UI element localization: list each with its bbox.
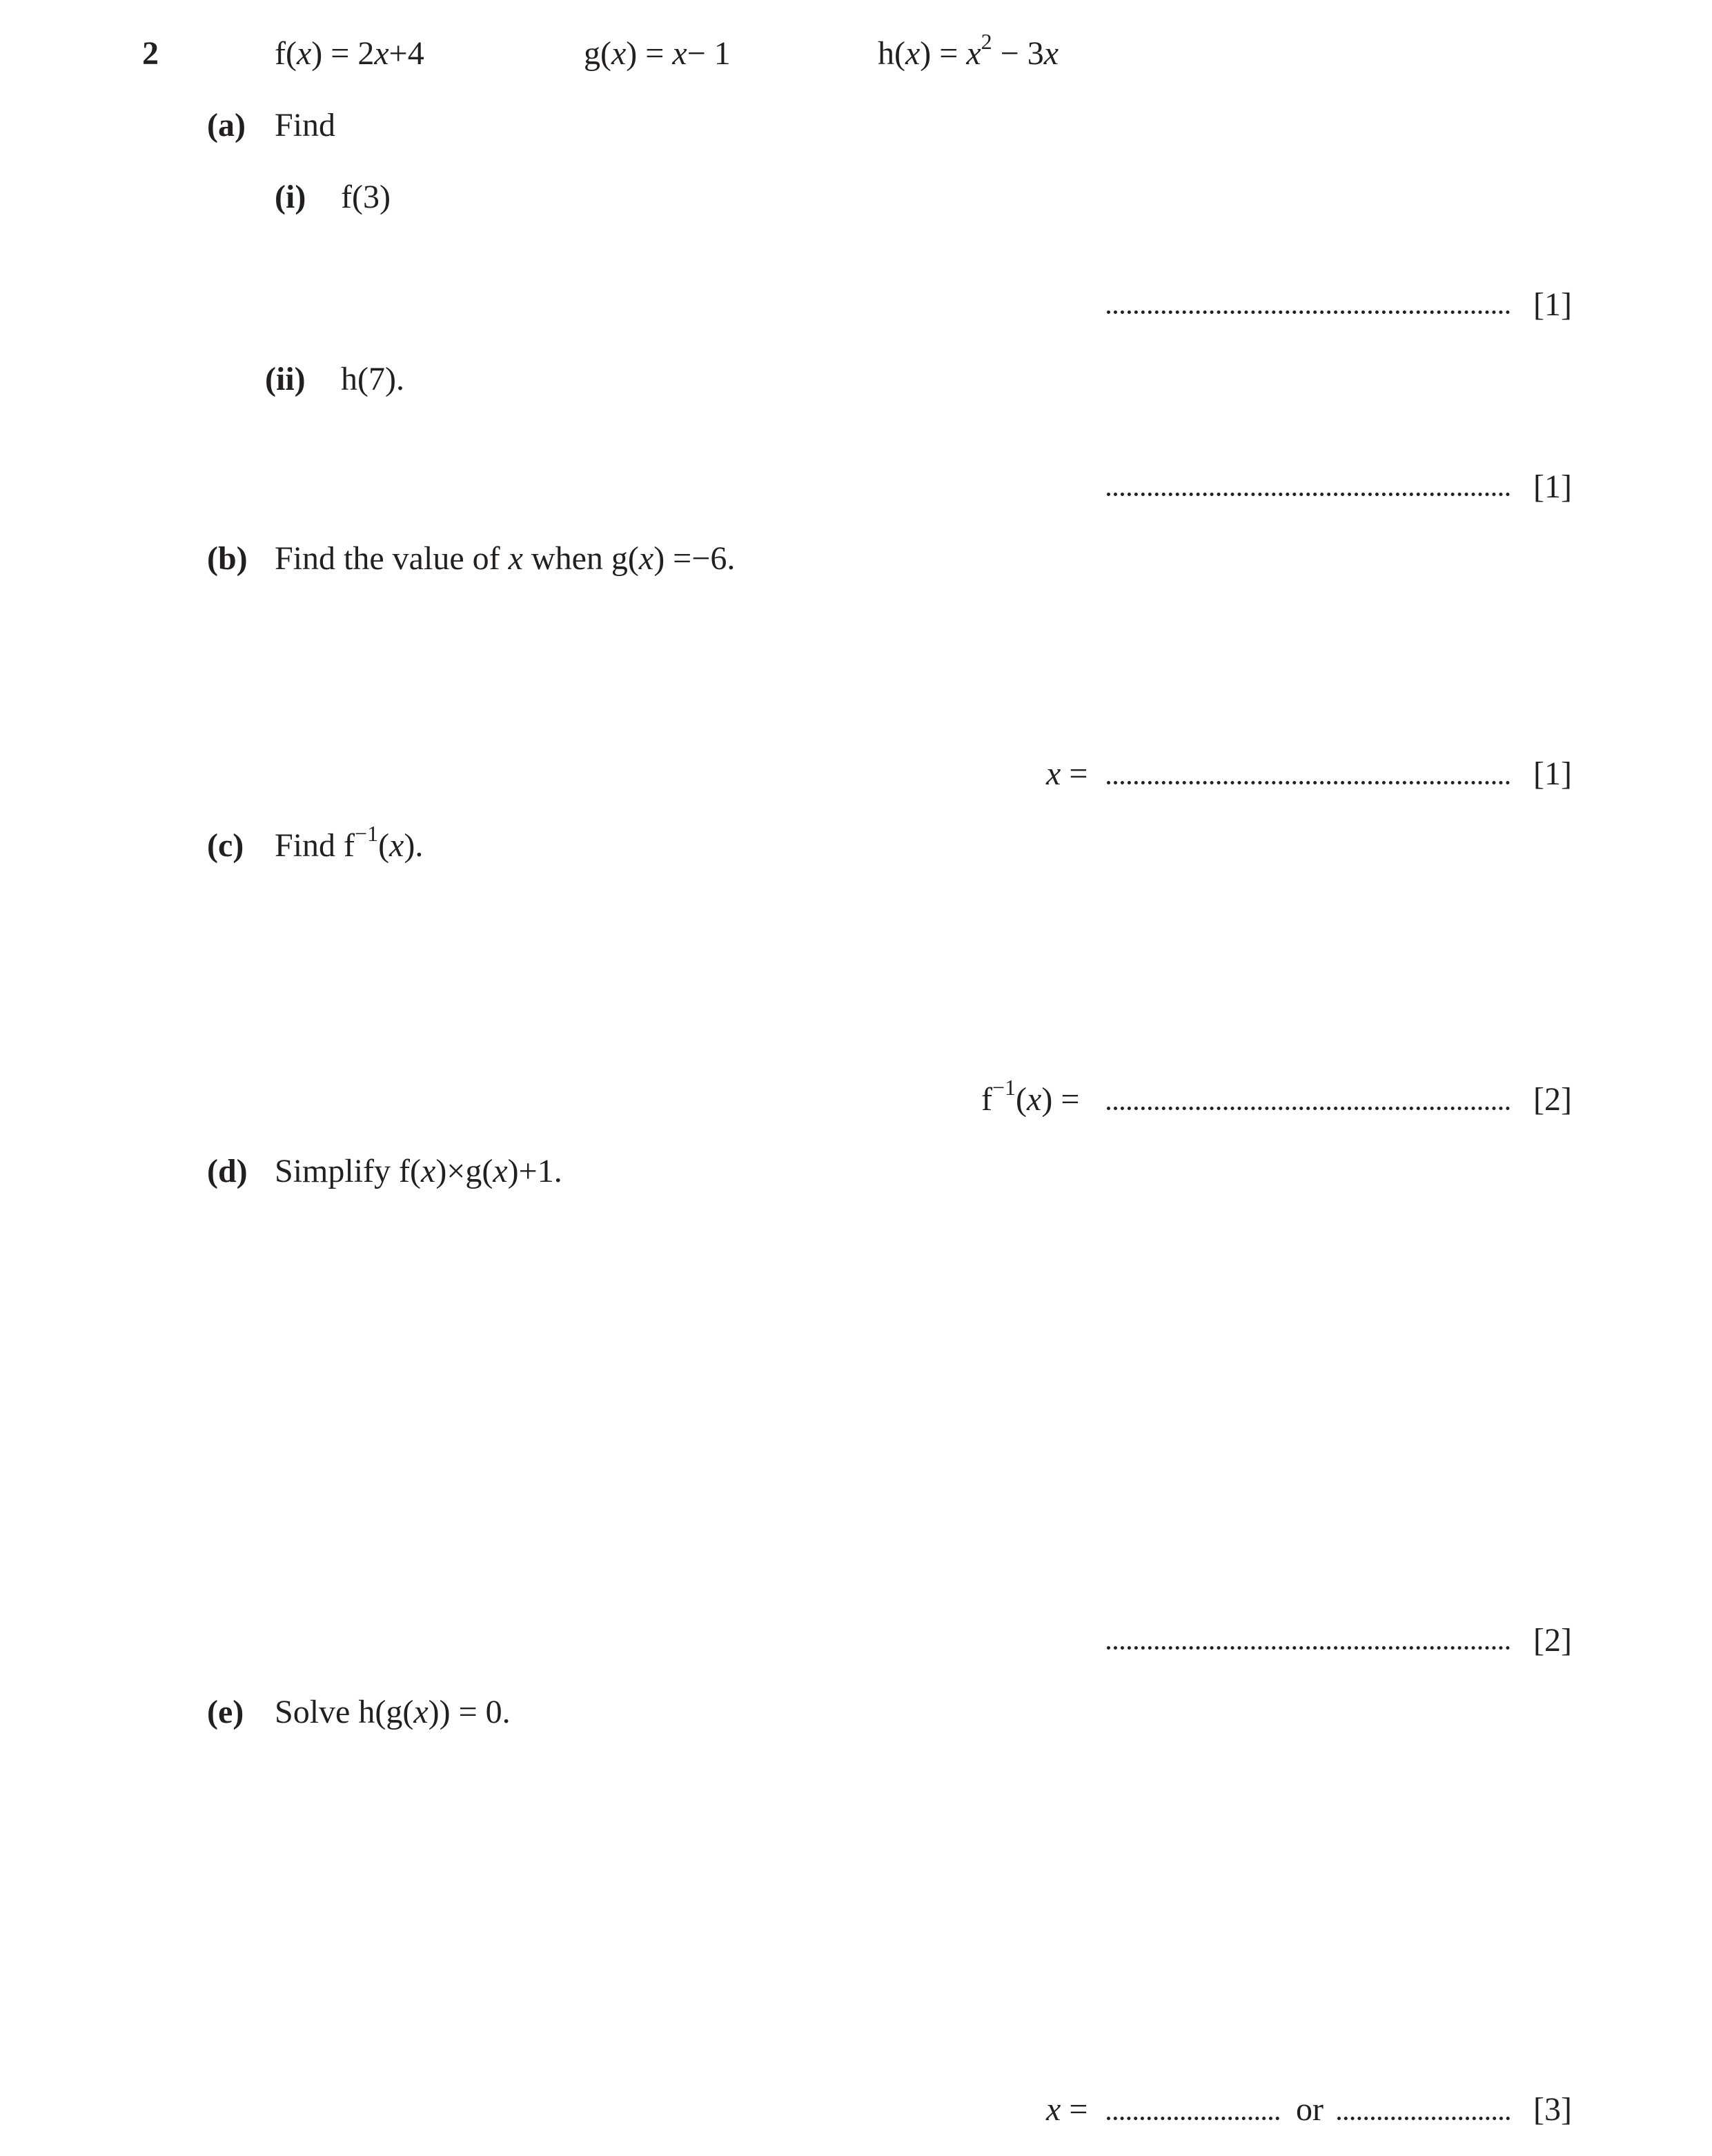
- mark-c: [2]: [1533, 1081, 1572, 1118]
- question-number: 2: [142, 35, 159, 72]
- h-name: h(: [878, 35, 905, 72]
- g-rest: ) =: [626, 35, 673, 72]
- answer-c-mid: (: [1016, 1081, 1027, 1118]
- answer-c-post: ) =: [1041, 1081, 1080, 1118]
- part-c-text-pre: Find f: [275, 827, 355, 864]
- f-var2: x: [374, 35, 389, 72]
- answer-line-e-first[interactable]: [1107, 2117, 1279, 2120]
- part-a-text: Find: [275, 107, 336, 144]
- h-exponent: 2: [981, 29, 992, 54]
- part-e-var: x: [413, 1694, 429, 1730]
- mark-d: [2]: [1533, 1622, 1572, 1659]
- part-e-label: (e): [207, 1694, 244, 1730]
- h-var: x: [905, 35, 921, 72]
- part-b-text-mid: when g(: [522, 540, 639, 577]
- part-b-var: x: [508, 540, 523, 577]
- mark-a-ii: [1]: [1533, 468, 1572, 505]
- function-g: [584, 37, 731, 70]
- part-d-var: x: [421, 1153, 436, 1189]
- h-var2: x: [966, 35, 981, 72]
- part-d-text-post: )+1.: [507, 1153, 562, 1189]
- part-b-text: [275, 542, 735, 575]
- mark-b: [1]: [1533, 755, 1572, 792]
- f-var: x: [296, 35, 312, 72]
- part-b-text-post: ) =−6.: [653, 540, 736, 577]
- answer-line-a-i[interactable]: [1107, 310, 1510, 314]
- part-a-ii-label: (ii): [265, 361, 306, 397]
- part-a-i-label: (i): [275, 179, 306, 215]
- function-f: [275, 37, 424, 70]
- answer-line-d[interactable]: [1107, 1646, 1510, 1650]
- answer-line-b[interactable]: [1107, 781, 1510, 784]
- answer-b-var: x: [1046, 755, 1061, 792]
- answer-e-var: x: [1046, 2091, 1061, 2128]
- part-d-text-mid: )×g(: [435, 1153, 493, 1189]
- h-mid: − 3: [992, 35, 1044, 72]
- mark-a-i: [1]: [1533, 286, 1572, 323]
- answer-prefix-b: [1046, 755, 1088, 792]
- part-b-var2: x: [638, 540, 654, 577]
- g-tail: − 1: [687, 35, 731, 72]
- f-rest: ) = 2: [311, 35, 375, 72]
- part-c-text-post: ).: [404, 827, 424, 864]
- part-e-text-post: )) = 0.: [428, 1694, 511, 1730]
- part-b-text-pre: Find the value of: [275, 540, 509, 577]
- f-name: f(: [275, 35, 297, 72]
- part-c-var: x: [389, 827, 404, 864]
- part-e-text-pre: Solve h(g(: [275, 1694, 414, 1730]
- part-a-ii-text: h(7).: [341, 361, 404, 397]
- answer-c-exponent: −1: [992, 1075, 1016, 1100]
- answer-prefix-e: [1046, 2093, 1088, 2126]
- h-rest: ) =: [920, 35, 967, 72]
- answer-c-var: x: [1027, 1081, 1042, 1118]
- part-d-label: (d): [207, 1153, 248, 1189]
- function-h: [878, 29, 1059, 72]
- answer-line-a-ii[interactable]: [1107, 493, 1510, 496]
- part-c-label: (c): [207, 827, 244, 864]
- part-d-text: [275, 1155, 562, 1188]
- answer-line-e-second[interactable]: [1337, 2117, 1510, 2120]
- part-a-label: (a): [207, 107, 246, 144]
- part-e-text: [275, 1696, 511, 1729]
- f-tail: +4: [388, 35, 424, 72]
- answer-b-eq: =: [1061, 755, 1088, 792]
- part-c-text-mid: (: [378, 827, 390, 864]
- g-var2: x: [672, 35, 687, 72]
- part-d-var2: x: [493, 1153, 508, 1189]
- g-var: x: [611, 35, 627, 72]
- h-var3: x: [1043, 35, 1059, 72]
- g-name: g(: [584, 35, 611, 72]
- part-d-text-pre: Simplify f(: [275, 1153, 421, 1189]
- part-c-exponent: −1: [355, 821, 379, 846]
- part-c-text: [275, 821, 424, 864]
- answer-e-eq: =: [1061, 2091, 1088, 2128]
- or-text: or: [1296, 2091, 1324, 2128]
- answer-prefix-c: [981, 1075, 1080, 1118]
- part-a-i-text: f(3): [341, 179, 391, 215]
- answer-line-c[interactable]: [1107, 1107, 1510, 1110]
- mark-e: [3]: [1533, 2091, 1572, 2128]
- answer-c-f: f: [981, 1081, 992, 1118]
- part-b-label: (b): [207, 540, 248, 577]
